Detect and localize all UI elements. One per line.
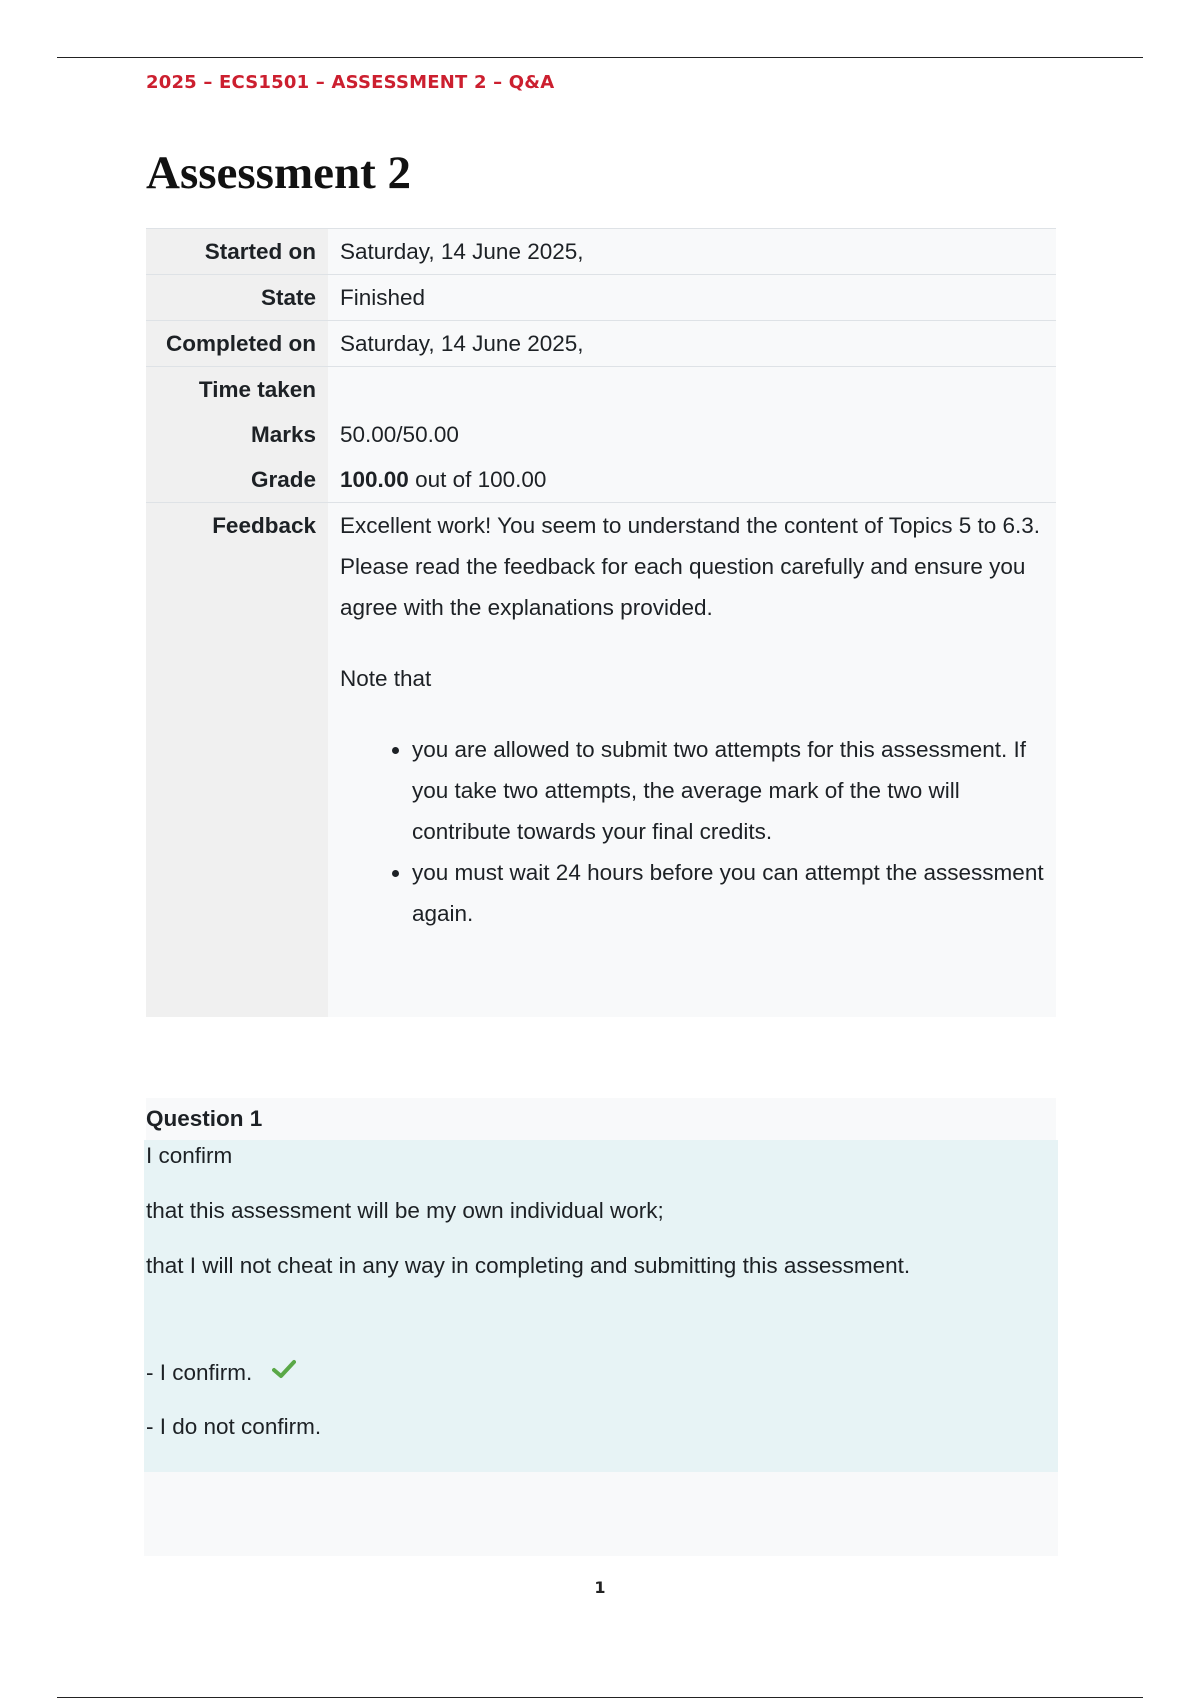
document-header-tag: 2025 – ECS1501 – ASSESSMENT 2 – Q&A: [146, 72, 555, 93]
summary-label: Grade: [146, 457, 328, 503]
answer-option-label: - I do not confirm.: [146, 1414, 322, 1439]
summary-label: Marks: [146, 412, 328, 457]
feedback-bullet: • you must wait 24 hours before you can attempt the assessment again.: [412, 852, 1044, 934]
summary-value: 50.00/50.00: [328, 412, 1056, 457]
summary-row-started-on: [146, 229, 1056, 275]
grade-out-of: out of 100.00: [408, 467, 547, 492]
summary-row-time-taken: [146, 367, 1056, 413]
summary-label: Feedback: [146, 503, 328, 1018]
feedback-content: [328, 503, 1056, 1018]
feedback-paragraph: Excellent work! You seem to understand the content of Topics 5 to 6.3. Please read the feedback for each question carefully and ensure you agree with the explanations provided.: [340, 513, 1041, 620]
question-footer: [144, 1472, 1058, 1556]
summary-row-completed-on: [146, 321, 1056, 367]
summary-row-state: [146, 275, 1056, 321]
question-heading: Question 1: [146, 1098, 1056, 1140]
summary-label: Started on: [146, 229, 328, 275]
summary-value: [328, 367, 1056, 413]
summary-value: [328, 457, 1056, 503]
answer-option-confirm: [146, 1358, 296, 1388]
grade-score: 100.00: [340, 467, 409, 492]
feedback-bullet: • you are allowed to submit two attempts for this assessment. If you take two attempts, the average mark of the two will contribute towards your final credits.: [412, 729, 1044, 852]
answer-option-label: - I confirm.: [146, 1360, 253, 1385]
bottom-rule: [57, 1697, 1143, 1698]
question-line: I confirm: [146, 1143, 233, 1168]
page-number: 1: [594, 1578, 606, 1597]
summary-row-grade: [146, 457, 1056, 503]
check-icon: [272, 1357, 296, 1387]
summary-label: State: [146, 275, 328, 321]
summary-label: Completed on: [146, 321, 328, 367]
summary-value: Finished: [328, 275, 1056, 321]
summary-value: Saturday, 14 June 2025,: [328, 229, 1056, 275]
question-text-box: [144, 1140, 1058, 1472]
answer-option-do-not-confirm: [146, 1412, 321, 1442]
question-line: that this assessment will be my own individual work;: [146, 1198, 664, 1223]
page-title: Assessment 2: [146, 147, 412, 199]
top-rule: [57, 57, 1143, 58]
summary-row-marks: [146, 412, 1056, 457]
summary-row-feedback: [146, 503, 1056, 1018]
question-line: that I will not cheat in any way in completing and submitting this assessment.: [146, 1253, 911, 1278]
attempt-summary-table: [146, 228, 1056, 1017]
feedback-note: Note that: [340, 666, 432, 691]
feedback-bullet-list: [340, 729, 1044, 934]
summary-label: Time taken: [146, 367, 328, 413]
summary-value: Saturday, 14 June 2025,: [328, 321, 1056, 367]
